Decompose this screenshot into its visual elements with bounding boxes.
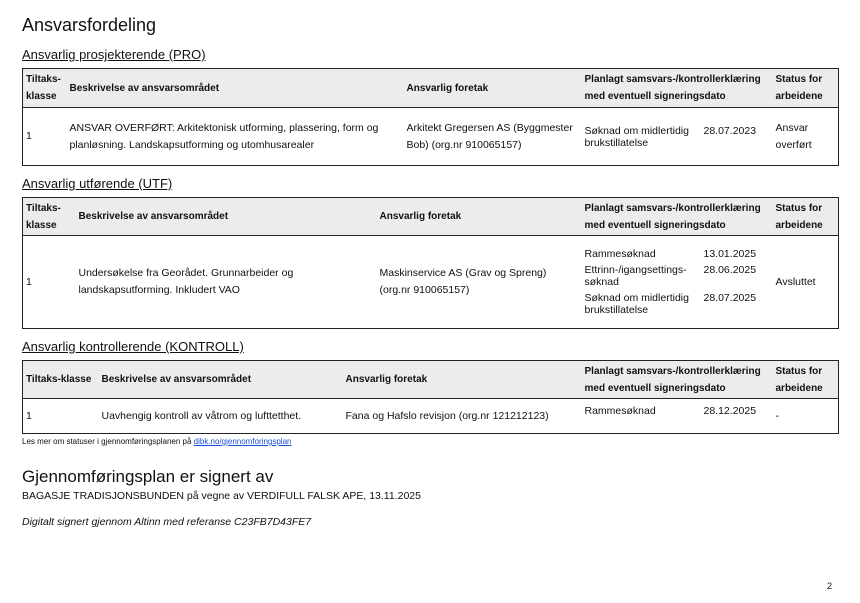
cell-planlagt [582, 236, 773, 329]
cell-beskrivelse: Undersøkelse fra Georådet. Grunnarbeider og landskapsutforming. Inkludert VAO [76, 236, 377, 329]
cell-beskrivelse: Uavhengig kontroll av våtrom og lufttetthet. [99, 399, 343, 434]
plan-label: Søknad om midlertidig brukstillatelse [584, 292, 689, 316]
dibk-link[interactable]: dibk.no/gjennomforingsplan [193, 437, 292, 446]
header-planlagt: Planlagt samsvars-/kontrollerklæring med eventuell signeringsdato [582, 69, 773, 108]
cell-foretak: Maskinservice AS (Grav og Spreng) (org.nr 910065157) [377, 236, 582, 329]
header-foretak: Ansvarlig foretak [404, 69, 582, 108]
cell-beskrivelse: ANSVAR OVERFØRT: Arkitektonisk utforming, plassering, form og planløsning. Landskapsutforming og utomhusarealer [67, 108, 404, 166]
cell-foretak: Fana og Hafslo revisjon (org.nr 121212123) [343, 399, 582, 434]
plan-list [585, 405, 770, 417]
plan-item [585, 248, 770, 264]
pro-table [22, 68, 839, 166]
plan-date: 28.12.2025 [703, 405, 757, 417]
header-klasse: Tiltaks- klasse [23, 198, 76, 236]
utf-header-row [23, 198, 839, 236]
header-beskrivelse: Beskrivelse av ansvarsområdet [76, 198, 377, 236]
page-number: 2 [826, 581, 832, 591]
signed-by: BAGASJE TRADISJONSBUNDEN på vegne av VERDIFULL FALSK APE, 13.11.2025 [22, 490, 421, 502]
cell-klasse: 1 [23, 399, 99, 434]
pro-header-row [23, 69, 839, 108]
table-row [23, 236, 839, 329]
plan-label: Rammesøknad [584, 248, 656, 260]
plan-list [585, 248, 770, 316]
cell-planlagt [582, 399, 773, 434]
header-klasse: Tiltaks-klasse [23, 361, 99, 399]
header-status: Status for arbeidene [773, 198, 839, 236]
header-planlagt: Planlagt samsvars-/kontrollerklæring med eventuell signeringsdato [582, 361, 773, 399]
cell-foretak: Arkitekt Gregersen AS (Byggmester Bob) (org.nr 910065157) [404, 108, 582, 166]
status-note [22, 437, 291, 446]
header-status: Status for arbeidene [773, 361, 839, 399]
plan-list [585, 125, 770, 149]
plan-date: 28.06.2025 [703, 264, 757, 276]
cell-status: Avsluttet [773, 236, 839, 329]
plan-label: Ettrinn-/igangsettings-søknad [584, 264, 687, 288]
digital-signature: Digitalt signert gjennom Altinn med referanse C23FB7D43FE7 [22, 516, 312, 528]
section-heading-kontroll: Ansvarlig kontrollerende (KONTROLL) [22, 339, 244, 354]
cell-status: Ansvar overført [773, 108, 839, 166]
plan-date: 28.07.2023 [703, 124, 757, 137]
cell-status: - [773, 399, 839, 434]
header-planlagt: Planlagt samsvars-/kontrollerklæring med eventuell signeringsdato [582, 198, 773, 236]
section-heading-utf: Ansvarlig utførende (UTF) [22, 176, 173, 191]
table-row [23, 108, 839, 166]
plan-item [585, 292, 770, 316]
page-title: Ansvarsfordeling [22, 15, 157, 35]
signature-heading: Gjennomføringsplan er signert av [22, 467, 274, 486]
status-note-text: Les mer om statuser i gjennomføringsplanen på [22, 437, 194, 446]
table-row [23, 399, 839, 434]
utf-table [22, 197, 839, 329]
plan-item [585, 405, 770, 417]
header-status: Status for arbeidene [773, 69, 839, 108]
header-foretak: Ansvarlig foretak [343, 361, 582, 399]
plan-item [585, 264, 770, 292]
kontroll-table [22, 360, 839, 434]
header-beskrivelse: Beskrivelse av ansvarsområdet [67, 69, 404, 108]
header-klasse: Tiltaks- klasse [23, 69, 67, 108]
section-heading-pro: Ansvarlig prosjekterende (PRO) [22, 47, 206, 62]
plan-label: Rammesøknad [584, 405, 656, 417]
plan-date: 13.01.2025 [703, 248, 757, 260]
header-beskrivelse: Beskrivelse av ansvarsområdet [99, 361, 343, 399]
cell-klasse: 1 [23, 236, 76, 329]
plan-item [585, 125, 770, 149]
cell-planlagt [582, 108, 773, 166]
plan-date: 28.07.2025 [703, 292, 757, 304]
plan-label: Søknad om midlertidig brukstillatelse [584, 124, 689, 149]
kontroll-header-row [23, 361, 839, 399]
cell-klasse: 1 [23, 108, 67, 166]
header-foretak: Ansvarlig foretak [377, 198, 582, 236]
